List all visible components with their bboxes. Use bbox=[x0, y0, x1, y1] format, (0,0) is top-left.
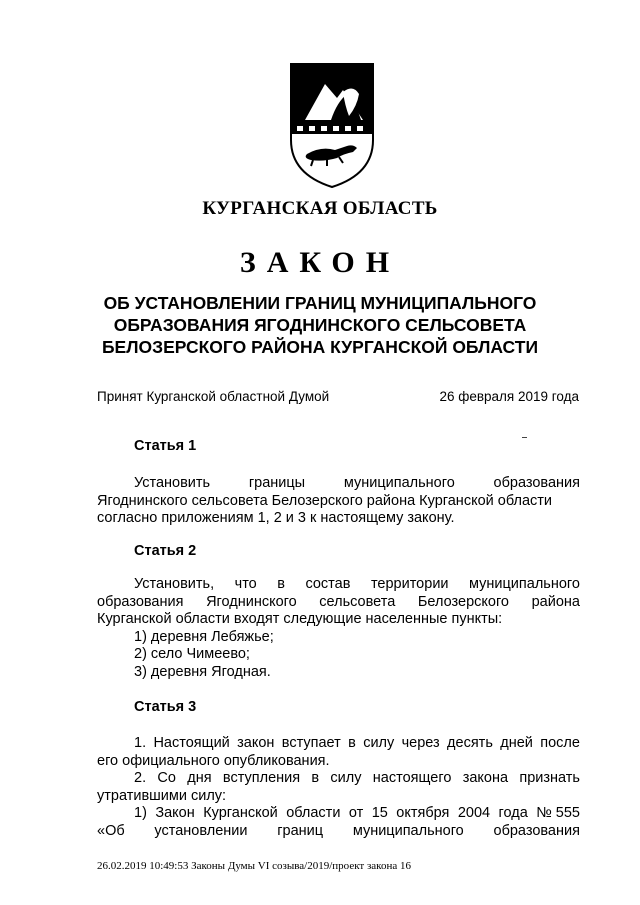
word: октября bbox=[396, 805, 450, 821]
word: вступает bbox=[281, 735, 341, 751]
word: дня bbox=[187, 770, 212, 786]
region-name: КУРГАНСКАЯ ОБЛАСТЬ bbox=[202, 198, 438, 219]
adoption-date: 26 февраля 2019 года bbox=[439, 389, 579, 404]
word: муниципального bbox=[469, 576, 580, 592]
word: Со bbox=[157, 770, 176, 786]
word: Ягоднинского bbox=[206, 593, 297, 610]
text-line: утратившими силу: bbox=[97, 787, 227, 804]
word: дней bbox=[500, 735, 533, 751]
word: муниципального bbox=[352, 822, 464, 839]
word: силу bbox=[363, 735, 395, 751]
word: от bbox=[348, 805, 364, 821]
word: Установить, bbox=[134, 576, 215, 592]
word: Курганской bbox=[203, 805, 278, 821]
justified-line bbox=[97, 594, 580, 612]
word: 1. bbox=[134, 735, 147, 751]
word: вступления bbox=[222, 770, 301, 786]
law-title bbox=[60, 292, 580, 358]
text-line: его официального опубликования. bbox=[97, 752, 330, 769]
word: признать bbox=[519, 770, 580, 786]
justified-line bbox=[97, 805, 580, 823]
coat-of-arms-icon bbox=[287, 62, 377, 190]
word: Настоящий bbox=[153, 735, 230, 751]
word: границы bbox=[248, 475, 306, 491]
word: десять bbox=[447, 735, 493, 751]
word: сельсовета bbox=[319, 593, 396, 610]
justified-line bbox=[97, 576, 580, 594]
article-3-heading: Статья 3 bbox=[134, 699, 197, 715]
word: «Об bbox=[97, 822, 125, 839]
law-title-line: ОБРАЗОВАНИЯ ЯГОДНИНСКОГО СЕЛЬСОВЕТА bbox=[113, 315, 527, 335]
scan-mark bbox=[522, 437, 527, 438]
document-type: ЗАКОН bbox=[239, 246, 401, 279]
file-path-footer: 26.02.2019 10:49:53 Законы Думы VI созыва/2019/проект закона 16 bbox=[97, 860, 411, 872]
word: границ bbox=[277, 822, 324, 839]
word: закон bbox=[237, 735, 275, 751]
adopted-by: Принят Курганской областной Думой bbox=[97, 389, 330, 404]
word: Белозерского bbox=[417, 593, 509, 610]
word: в bbox=[348, 735, 356, 751]
word: установлении bbox=[154, 822, 248, 839]
word: № 555 bbox=[536, 805, 580, 821]
law-title-line: БЕЛОЗЕРСКОГО РАЙОНА КУРГАНСКОЙ ОБЛАСТИ bbox=[101, 337, 539, 357]
word: в bbox=[277, 576, 285, 592]
word: в bbox=[311, 770, 320, 786]
word: 15 bbox=[371, 805, 388, 821]
word: образования bbox=[493, 475, 580, 491]
word: образования bbox=[97, 593, 184, 610]
article-2-text bbox=[97, 576, 580, 681]
word: 2004 bbox=[457, 805, 491, 821]
article-2-heading: Статья 2 bbox=[134, 543, 197, 559]
word: что bbox=[234, 576, 257, 592]
word: муниципального bbox=[343, 475, 455, 491]
word: 1) bbox=[134, 805, 147, 821]
word: настоящего bbox=[372, 770, 452, 786]
text-line: Ягоднинского сельсовета Белозерского района Курганской области bbox=[97, 492, 553, 509]
word: области bbox=[286, 805, 341, 821]
text-line: согласно приложениям 1, 2 и 3 к настоящему закону. bbox=[97, 510, 455, 526]
list-item: 1) деревня Лебяжье; bbox=[134, 628, 274, 645]
word: закона bbox=[462, 770, 509, 786]
word: силу bbox=[330, 770, 362, 786]
justified-line bbox=[97, 823, 580, 841]
word: года bbox=[498, 805, 528, 821]
list-item: 2) село Чимеево; bbox=[134, 646, 250, 662]
justified-line bbox=[97, 735, 580, 753]
word: образования bbox=[493, 822, 580, 839]
word: Установить bbox=[134, 475, 211, 491]
word: Закон bbox=[155, 805, 195, 821]
word: района bbox=[531, 593, 580, 610]
list-item: 3) деревня Ягодная. bbox=[134, 663, 271, 680]
justified-line bbox=[97, 475, 580, 493]
article-1-text bbox=[97, 475, 580, 528]
article-3-text bbox=[97, 735, 580, 840]
law-title-line: ОБ УСТАНОВЛЕНИИ ГРАНИЦ МУНИЦИПАЛЬНОГО bbox=[103, 293, 537, 313]
word: территории bbox=[370, 576, 449, 592]
word: после bbox=[540, 735, 580, 751]
word: состав bbox=[305, 576, 351, 592]
text-line: Курганской области входят следующие населенные пункты: bbox=[97, 611, 503, 627]
article-1-heading: Статья 1 bbox=[134, 438, 197, 454]
word: 2. bbox=[134, 770, 147, 786]
justified-line bbox=[97, 770, 580, 788]
word: через bbox=[401, 735, 440, 751]
